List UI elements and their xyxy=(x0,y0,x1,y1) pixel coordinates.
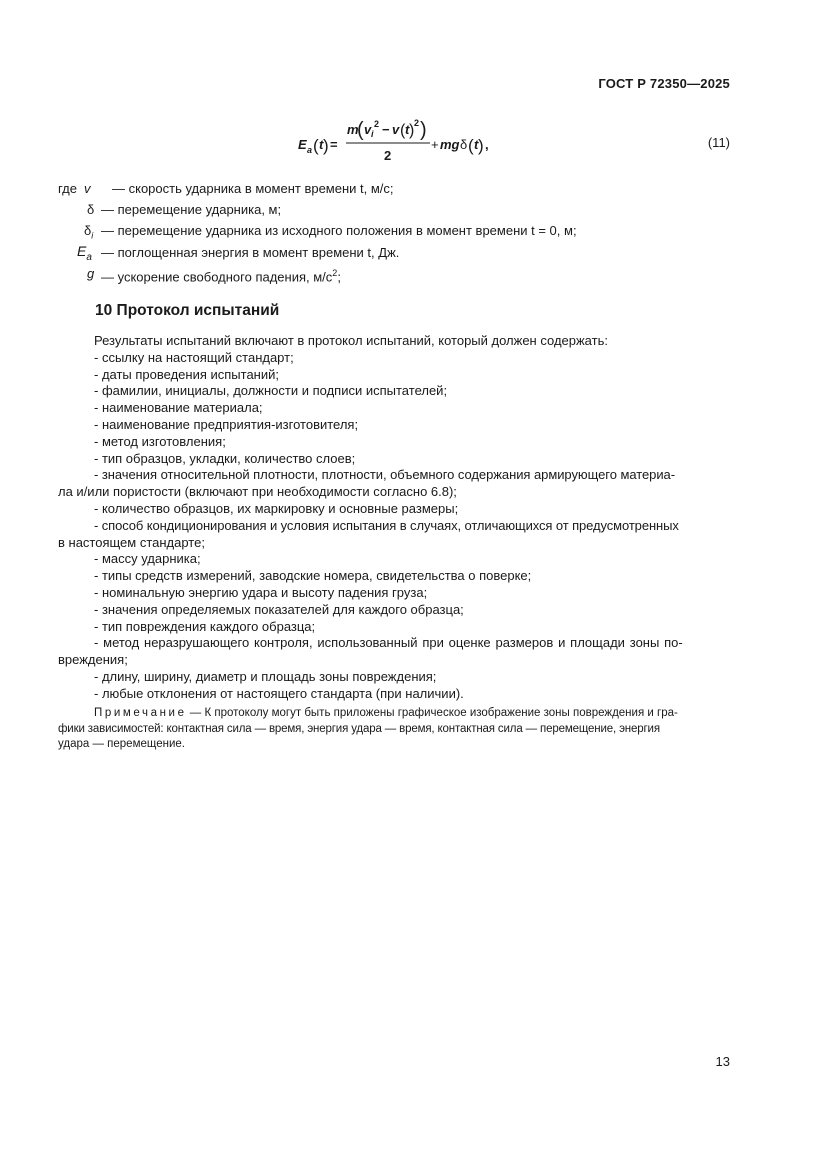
list-item: - метод неразрушающего контроля, использованный при оценке размеров и площади зоны по- xyxy=(94,635,683,651)
formula-mg: mg xyxy=(440,137,460,152)
where-item-text: — перемещение ударника из исходного положения в момент времени t = 0, м; xyxy=(101,223,577,238)
svg-text:t: t xyxy=(405,122,410,137)
svg-text:=: = xyxy=(330,137,338,152)
svg-text:): ) xyxy=(323,136,329,155)
page-number: 13 xyxy=(715,1054,730,1069)
equation-number: (11) xyxy=(707,135,730,150)
note-text: — К протоколу могут быть приложены графическое изображение зоны повреждения и гра- xyxy=(186,707,678,719)
where-intro-line xyxy=(58,178,77,199)
formula-lhs-sub: a xyxy=(307,145,313,155)
formula-svg xyxy=(290,116,510,166)
formula-num-sq1: 2 xyxy=(374,119,380,129)
list-item-continuation: вреждения; xyxy=(58,652,128,668)
where-item-text xyxy=(101,263,341,287)
note-line xyxy=(58,706,730,722)
where-item-text-main: — ускорение свободного падения, м/с xyxy=(101,269,333,285)
list-item: - значения относительной плотности, плотности, объемного содержания армирующего материа- xyxy=(94,467,676,483)
where-symbol: g xyxy=(87,266,95,281)
svg-text:(: ( xyxy=(468,136,474,155)
where-symbol: δ xyxy=(87,202,95,217)
svg-text:): ) xyxy=(478,136,484,155)
svg-text:(: ( xyxy=(313,136,319,155)
formula-num-vsub: i xyxy=(371,129,374,139)
formula-num-m: m xyxy=(347,122,359,137)
where-item xyxy=(87,263,94,284)
where-item-text: — поглощенная энергия в момент времени t, Дж. xyxy=(101,245,400,260)
document-header: ГОСТ Р 72350—2025 xyxy=(598,76,730,91)
list-item: - фамилии, инициалы, должности и подписи испытателей; xyxy=(94,383,448,399)
where-intro: где xyxy=(58,181,77,196)
list-item: - тип повреждения каждого образца; xyxy=(94,618,316,634)
list-item: - наименование материала; xyxy=(94,400,263,416)
list-item: - длину, ширину, диаметр и площадь зоны повреждения; xyxy=(94,668,437,684)
where-item-text: — перемещение ударника, м; xyxy=(101,202,282,217)
formula-lhs: E xyxy=(298,137,307,152)
list-item: - значения определяемых показателей для каждого образца; xyxy=(94,601,464,617)
note-line: удара — перемещение. xyxy=(58,738,185,750)
where-item-tail: ; xyxy=(337,269,341,285)
formula-plus: + xyxy=(431,137,439,152)
where-item xyxy=(84,178,91,199)
list-item: - даты проведения испытаний; xyxy=(94,366,279,382)
where-item-text: — скорость ударника в момент времени t, м/с; xyxy=(112,181,394,196)
list-item: - типы средств измерений, заводские номера, свидетельства о поверке; xyxy=(94,568,532,584)
list-item: - наименование предприятия-изготовителя; xyxy=(94,416,359,432)
note-block xyxy=(58,706,730,753)
where-symbol: E xyxy=(77,243,87,259)
list-item-continuation: ла и/или пористости (включают при необходимости согласно 6.8); xyxy=(58,484,457,500)
list-item: - ссылку на настоящий стандарт; xyxy=(94,349,294,365)
where-item-sup: 2 xyxy=(332,268,338,278)
note-line: фики зависимостей: контактная сила — время, энергия удара — время, контактная сила — перемещение, энергия xyxy=(58,722,660,735)
where-symbol: δ xyxy=(84,223,92,238)
list-item: - способ кондиционирования и условия испытания в случаях, отличающихся от предусмотренных xyxy=(94,517,679,533)
formula-num-minus: − xyxy=(382,122,390,137)
section-title: 10 Протокол испытаний xyxy=(95,302,280,319)
svg-text:v: v xyxy=(392,122,400,137)
list-item-continuation: в настоящем стандарте; xyxy=(58,534,205,550)
svg-text:(: ( xyxy=(400,122,406,139)
formula-delta: δ xyxy=(460,137,468,152)
svg-text:(: ( xyxy=(357,119,364,141)
list-item: - количество образцов, их маркировку и основные размеры; xyxy=(94,500,459,516)
list-item: - любые отклонения от настоящего стандарта (при наличии). xyxy=(94,685,464,701)
where-symbol-sub: i xyxy=(91,230,94,241)
svg-text:): ) xyxy=(409,122,415,139)
list-item: - номинальную энергию удара и высоту падения груза; xyxy=(94,584,428,600)
svg-text:,: , xyxy=(485,137,489,152)
where-symbol: v xyxy=(84,181,91,196)
formula-num-v: v xyxy=(364,122,372,137)
body-intro: Результаты испытаний включают в протокол испытаний, который должен содержать: xyxy=(94,333,608,348)
svg-text:t: t xyxy=(474,137,479,152)
svg-text:): ) xyxy=(420,119,427,141)
formula-arg: t xyxy=(319,137,324,152)
list-item: - метод изготовления; xyxy=(94,433,226,449)
formula-11 xyxy=(290,116,510,164)
section-body xyxy=(58,333,730,703)
svg-text:2: 2 xyxy=(414,118,420,128)
formula-denominator: 2 xyxy=(384,148,392,163)
where-symbol-sub: a xyxy=(86,251,92,263)
list-item: - массу ударника; xyxy=(94,551,201,567)
where-item xyxy=(87,199,94,220)
note-label: Примечание xyxy=(94,707,187,719)
list-item: - тип образцов, укладки, количество слоев; xyxy=(94,450,356,466)
